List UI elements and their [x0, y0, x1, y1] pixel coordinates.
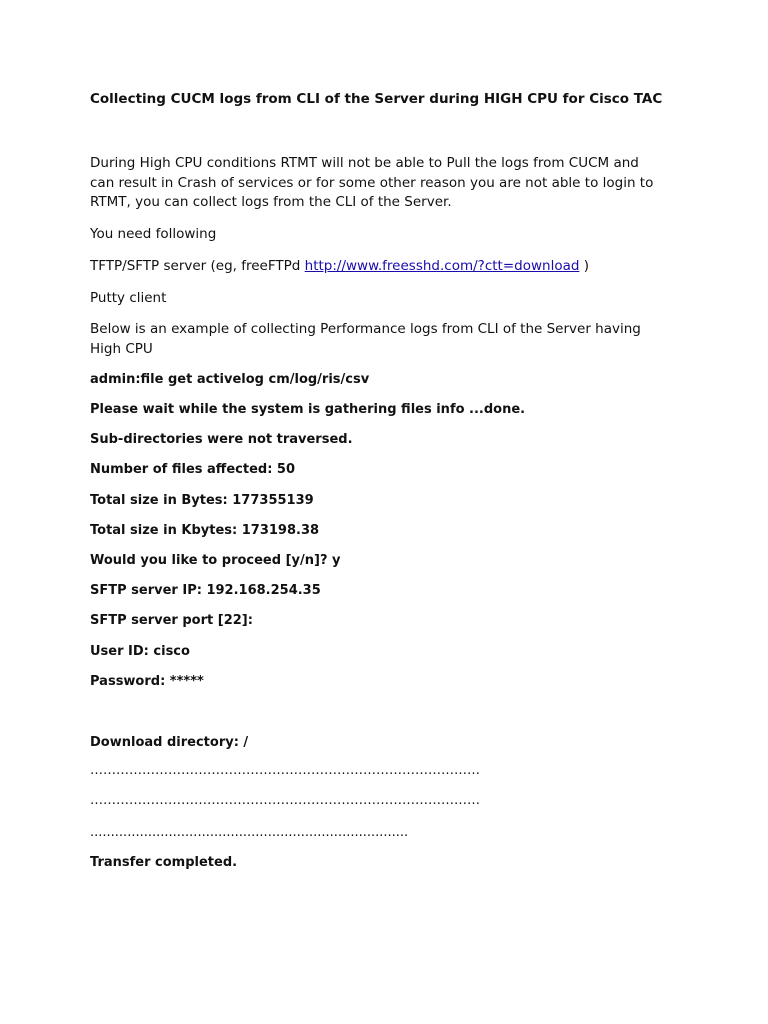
intro-line-1: During High CPU conditions RTMT will not be able to Pull the logs from CUCM and [90, 155, 639, 171]
cli-command: admin:file get activelog cm/log/ris/csv [90, 372, 370, 387]
cli-sftp-ip: SFTP server IP: 192.168.254.35 [90, 583, 321, 598]
cli-progress-1: ……………………………………………………………………………… [90, 763, 480, 778]
cli-size-bytes: Total size in Bytes: 177355139 [90, 493, 314, 508]
intro-line-3: RTMT, you can collect logs from the CLI of the Server. [90, 194, 452, 210]
putty-client: Putty client [90, 290, 167, 306]
tftp-line [90, 257, 589, 277]
tftp-suffix: ) [579, 258, 589, 274]
freesshd-download-link[interactable]: http://www.freesshd.com/?ctt=download [304, 258, 580, 274]
cli-size-kbytes: Total size in Kbytes: 173198.38 [90, 523, 320, 538]
cli-num-files: Number of files affected: 50 [90, 462, 296, 477]
need-following: You need following [90, 226, 217, 242]
cli-subdirs: Sub-directories were not traversed. [90, 432, 353, 447]
tftp-prefix: TFTP/SFTP server (eg, freeFTPd [90, 258, 305, 274]
example-line-2: High CPU [90, 341, 153, 357]
document-title: Collecting CUCM logs from CLI of the Server during HIGH CPU for Cisco TAC [90, 91, 663, 107]
intro-line-2: can result in Crash of services or for some other reason you are not able to login to [90, 175, 654, 191]
cli-transfer-completed: Transfer completed. [90, 855, 238, 870]
cli-user-id: User ID: cisco [90, 644, 190, 659]
cli-wait: Please wait while the system is gathering files info ...done. [90, 402, 526, 417]
cli-progress-2: ……………………………………………………………………………… [90, 793, 480, 808]
cli-progress-3: ............................................................................. [90, 825, 409, 840]
cli-sftp-port: SFTP server port [22]: [90, 613, 253, 628]
cli-password: Password: ***** [90, 674, 204, 689]
example-line-1: Below is an example of collecting Performance logs from CLI of the Server having [90, 321, 641, 337]
cli-download-dir: Download directory: / [90, 735, 249, 750]
cli-proceed: Would you like to proceed [y/n]? y [90, 553, 341, 568]
